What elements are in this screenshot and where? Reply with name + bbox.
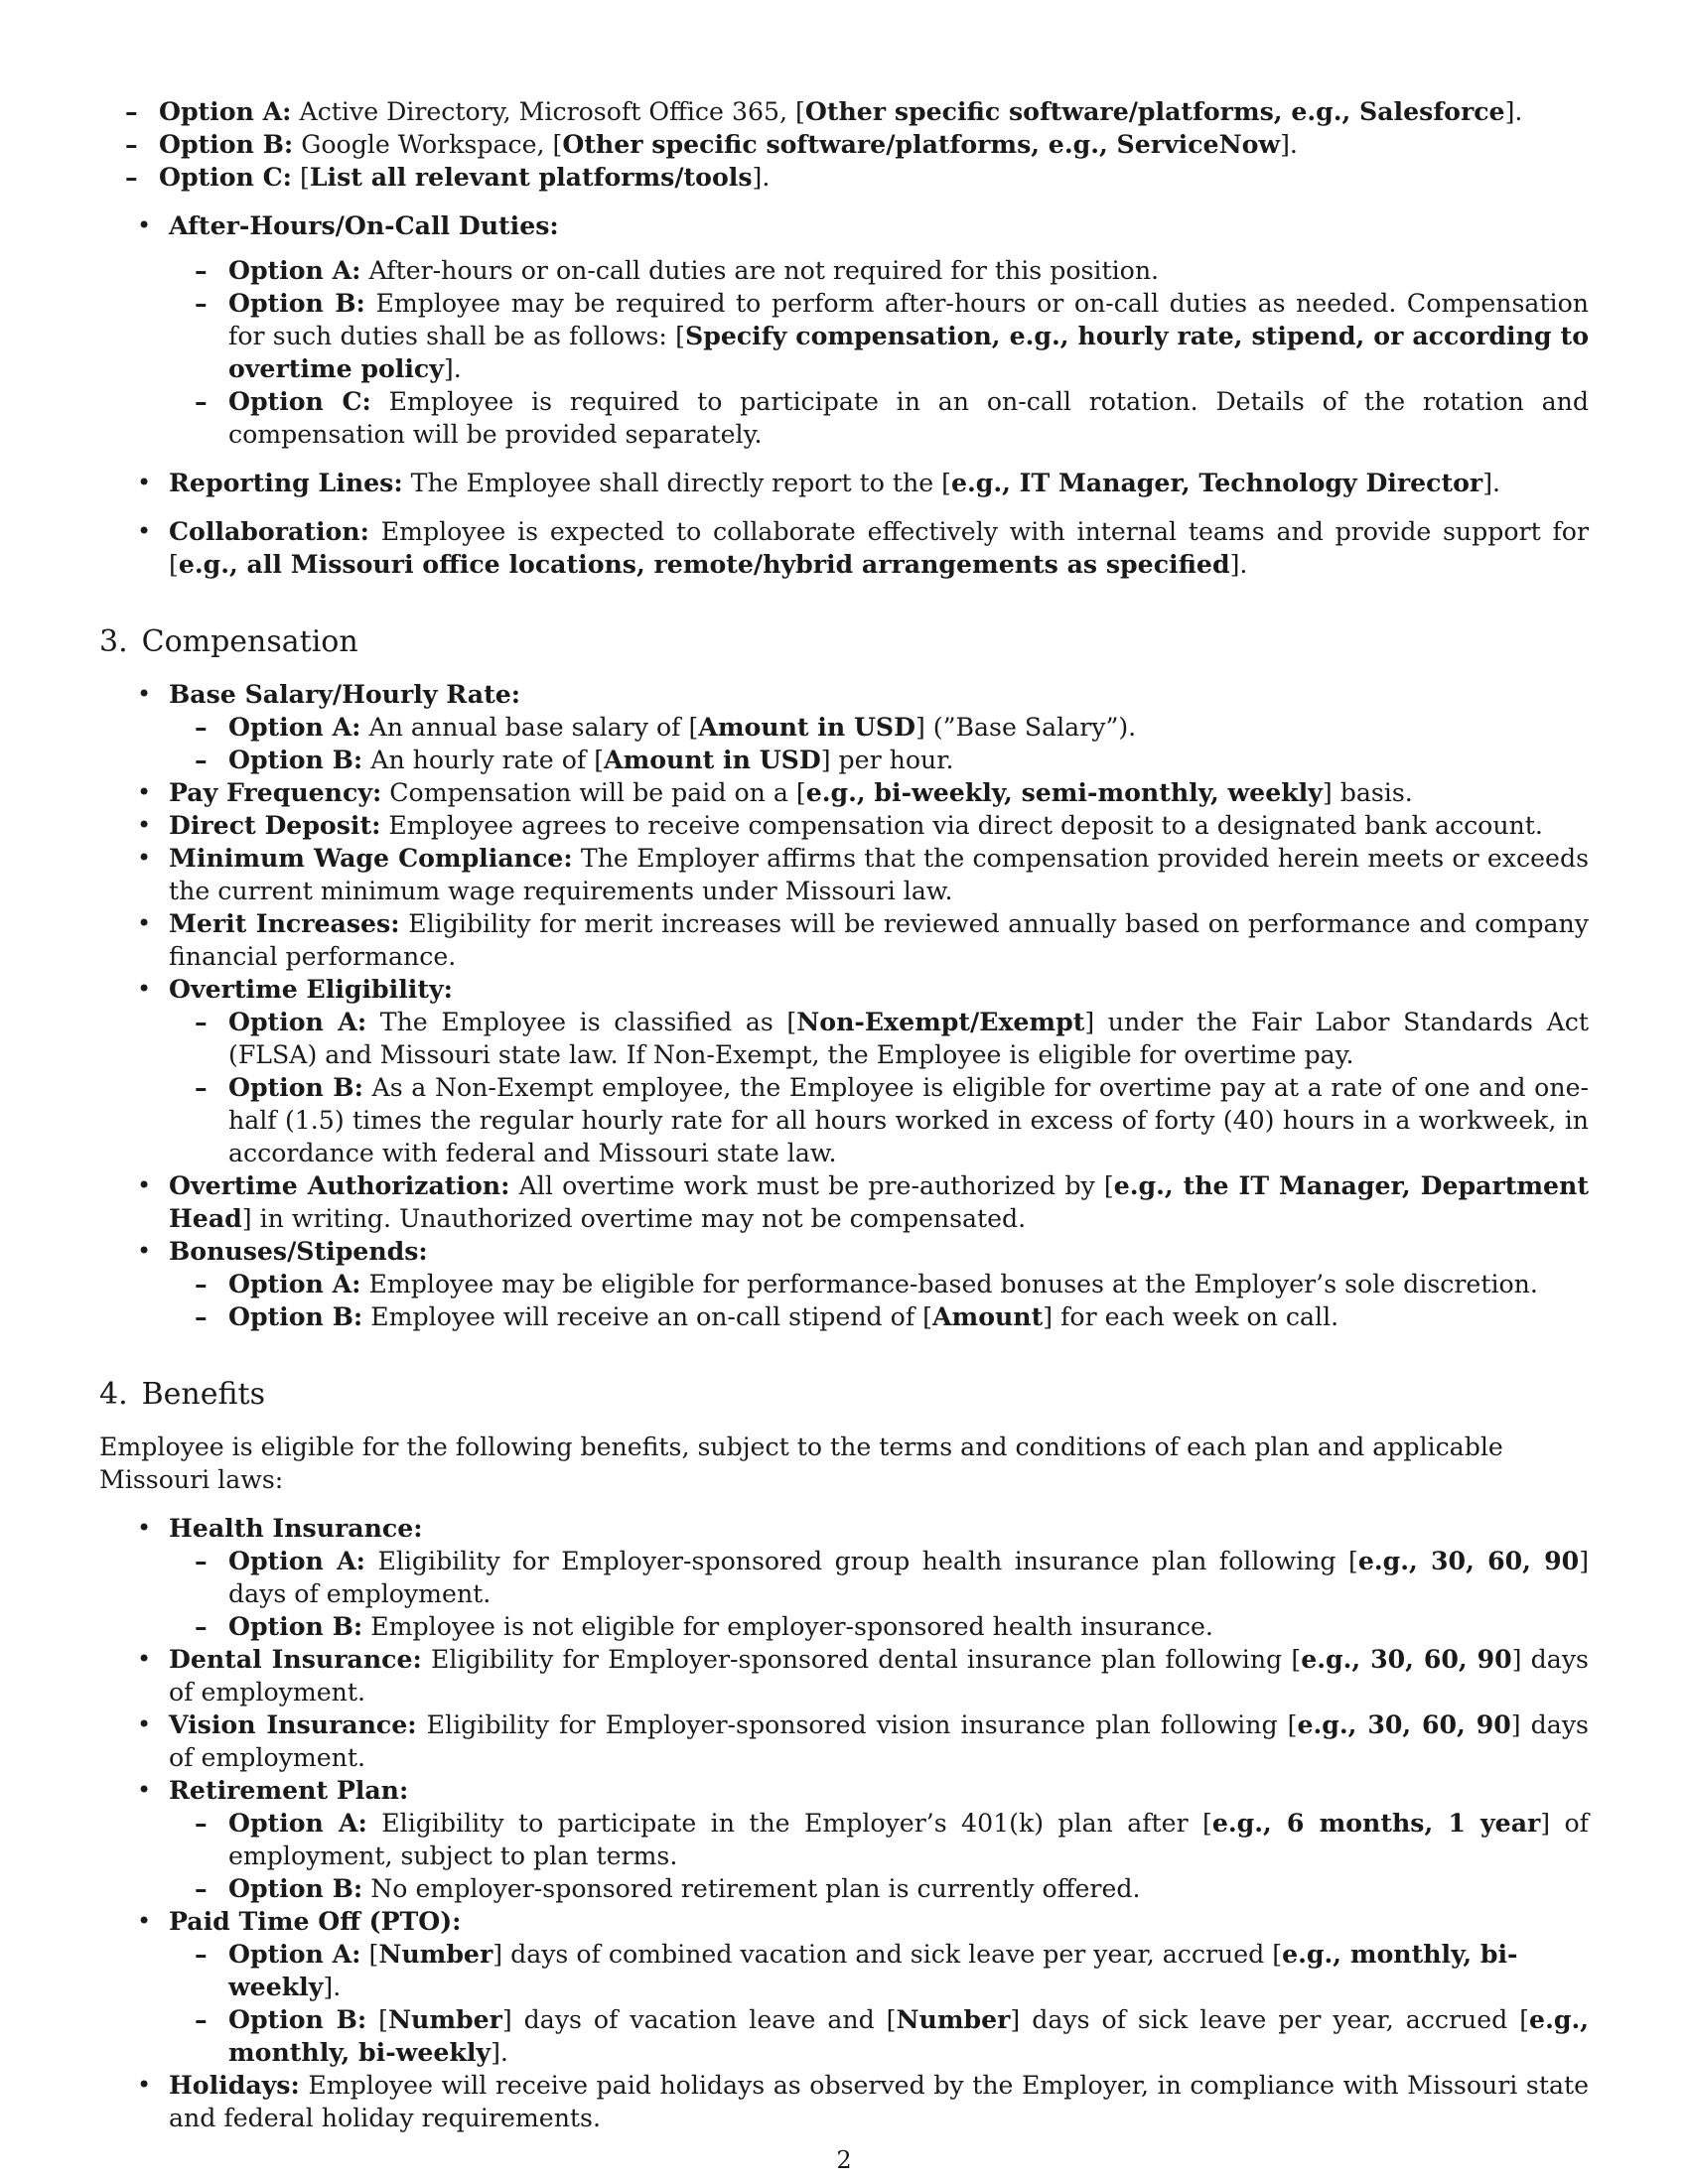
base-salary-option-b: – Option B: An hourly rate of [Amount in USD] per hour. bbox=[169, 744, 1589, 776]
software-option-c: – Option C: [List all relevant platforms/tools]. bbox=[99, 161, 1589, 194]
software-options-list bbox=[99, 95, 1589, 194]
health-insurance-item: • Health Insurance: – Option A: Eligibility for Employer-sponsored group health insurance plan following [e.g., 30, 60, 90] days of employment. – Option B: Employee is not eligible for employer-sponsored health insurance. bbox=[99, 1512, 1589, 1643]
base-salary-item: • Base Salary/Hourly Rate: – Option A: An annual base salary of [Amount in USD] (”Base Salary”). – Option B: An hourly rate of [Amount in USD] per hour. bbox=[99, 678, 1589, 776]
after-hours-item: • After-Hours/On-Call Duties: – Option A: After-hours or on-call duties are not required for this position. – Option B: Employee may be required to perform after-hours or on-call duties as needed. Compensation for such duties shall be as follows: [Specify compensation, e.g., hourly rate, stipend, or according to overtime policy]. – Option C: Employee is required to participate in an on-call rotation. Details of the rotation and compensation will be provided separately. bbox=[99, 209, 1589, 451]
bonuses-options bbox=[169, 1268, 1589, 1333]
section-4-heading: 4. Benefits bbox=[99, 1377, 265, 1412]
base-salary-option-a: – Option A: An annual base salary of [Amount in USD] (”Base Salary”). bbox=[169, 711, 1589, 744]
benefits-intro: Employee is eligible for the following benefits, subject to the terms and conditions of each plan and applicable Missouri laws: bbox=[99, 1433, 1503, 1494]
overtime-options bbox=[169, 1006, 1589, 1169]
reporting-lines-item: • Reporting Lines: The Employee shall directly report to the [e.g., IT Manager, Technology Director]. bbox=[99, 467, 1589, 499]
pto-option-a: – Option A: [Number] days of combined vacation and sick leave per year, accrued [e.g., monthly, bi-weekly]. bbox=[169, 1938, 1589, 2003]
bonuses-option-a: – Option A: Employee may be eligible for performance-based bonuses at the Employer’s sole discretion. bbox=[169, 1268, 1589, 1300]
compensation-list bbox=[99, 678, 1589, 1333]
duties-list bbox=[99, 209, 1589, 581]
retirement-option-b: – Option B: No employer-sponsored retirement plan is currently offered. bbox=[169, 1872, 1589, 1905]
bonuses-option-b: – Option B: Employee will receive an on-call stipend of [Amount] for each week on call. bbox=[169, 1300, 1589, 1333]
base-salary-options bbox=[169, 711, 1589, 776]
section-3-heading: 3. Compensation bbox=[99, 624, 358, 659]
overtime-option-b: – Option B: As a Non-Exempt employee, the Employee is eligible for overtime pay at a rate of one and one-half (1.5) times the regular hourly rate for all hours worked in excess of forty (40) hours in a workweek, in accordance with federal and Missouri state law. bbox=[169, 1071, 1589, 1169]
overtime-option-a: – Option A: The Employee is classified as [Non-Exempt/Exempt] under the Fair Labor Standards Act (FLSA) and Missouri state law. If Non-Exempt, the Employee is eligible for overtime pay. bbox=[169, 1006, 1589, 1071]
bonuses-item: • Bonuses/Stipends: – Option A: Employee may be eligible for performance-based bonuses at the Employer’s sole discretion. – Option B: Employee will receive an on-call stipend of [Amount] for each week on call. bbox=[99, 1235, 1589, 1333]
software-option-a: – Option A: Active Directory, Microsoft Office 365, [Other specific software/platforms, e.g., Salesforce]. bbox=[99, 95, 1589, 128]
health-option-a: – Option A: Eligibility for Employer-sponsored group health insurance plan following [e.g., 30, 60, 90] days of employment. bbox=[169, 1545, 1589, 1610]
vision-insurance-item: • Vision Insurance: Eligibility for Employer-sponsored vision insurance plan following [e.g., 30, 60, 90] days of employment. bbox=[99, 1708, 1589, 1774]
overtime-eligibility-item: • Overtime Eligibility: – Option A: The Employee is classified as [Non-Exempt/Exempt] under the Fair Labor Standards Act (FLSA) and Missouri state law. If Non-Exempt, the Employee is eligible for overtime pay. – Option B: As a Non-Exempt employee, the Employee is eligible for overtime pay at a rate of one and one-half (1.5) times the regular hourly rate for all hours worked in excess of forty (40) hours in a workweek, in accordance with federal and Missouri state law. bbox=[99, 973, 1589, 1169]
dental-insurance-item: • Dental Insurance: Eligibility for Employer-sponsored dental insurance plan following [e.g., 30, 60, 90] days of employment. bbox=[99, 1643, 1589, 1708]
benefits-list bbox=[99, 1512, 1589, 2134]
pto-option-b: – Option B: [Number] days of vacation leave and [Number] days of sick leave per year, accrued [e.g., monthly, bi-weekly]. bbox=[169, 2003, 1589, 2069]
overtime-authorization-item: • Overtime Authorization: All overtime work must be pre-authorized by [e.g., the IT Manager, Department Head] in writing. Unauthorized overtime may not be compensated. bbox=[99, 1169, 1589, 1235]
pto-options bbox=[169, 1938, 1589, 2069]
page-number: 2 bbox=[836, 2146, 852, 2174]
retirement-options bbox=[169, 1807, 1589, 1905]
merit-increases-item: • Merit Increases: Eligibility for merit increases will be reviewed annually based on performance and company financial performance. bbox=[99, 907, 1589, 973]
retirement-plan-item: • Retirement Plan: – Option A: Eligibility to participate in the Employer’s 401(k) plan after [e.g., 6 months, 1 year] of employment, subject to plan terms. – Option B: No employer-sponsored retirement plan is currently offered. bbox=[99, 1774, 1589, 1905]
pay-frequency-item: • Pay Frequency: Compensation will be paid on a [e.g., bi-weekly, semi-monthly, weekly] basis. bbox=[99, 776, 1589, 809]
pto-item: • Paid Time Off (PTO): – Option A: [Number] days of combined vacation and sick leave per year, accrued [e.g., monthly, bi-weekly]. – Option B: [Number] days of vacation leave and [Number] days of sick leave per year, accrued [e.g., monthly, bi-weekly]. bbox=[99, 1905, 1589, 2069]
minimum-wage-item: • Minimum Wage Compliance: The Employer affirms that the compensation provided herein meets or exceeds the current minimum wage requirements under Missouri law. bbox=[99, 842, 1589, 907]
collaboration-item: • Collaboration: Employee is expected to collaborate effectively with internal teams and provide support for [e.g., all Missouri office locations, remote/hybrid arrangements as specified]. bbox=[99, 515, 1589, 581]
after-hours-options bbox=[169, 254, 1589, 451]
health-option-b: – Option B: Employee is not eligible for employer-sponsored health insurance. bbox=[169, 1610, 1589, 1643]
holidays-item: • Holidays: Employee will receive paid holidays as observed by the Employer, in compliance with Missouri state and federal holiday requirements. bbox=[99, 2069, 1589, 2134]
after-hours-option-c: – Option C: Employee is required to participate in an on-call rotation. Details of the rotation and compensation will be provided separately. bbox=[169, 385, 1589, 451]
health-options bbox=[169, 1545, 1589, 1643]
software-option-b: – Option B: Google Workspace, [Other specific software/platforms, e.g., ServiceNow]. bbox=[99, 128, 1589, 161]
after-hours-option-a: – Option A: After-hours or on-call duties are not required for this position. bbox=[169, 254, 1589, 287]
direct-deposit-item: • Direct Deposit: Employee agrees to receive compensation via direct deposit to a designated bank account. bbox=[99, 809, 1589, 842]
retirement-option-a: – Option A: Eligibility to participate in the Employer’s 401(k) plan after [e.g., 6 months, 1 year] of employment, subject to plan terms. bbox=[169, 1807, 1589, 1872]
after-hours-option-b: – Option B: Employee may be required to perform after-hours or on-call duties as needed. Compensation for such duties shall be as follows: [Specify compensation, e.g., hourly rate, stipend, or according to overtime policy]. bbox=[169, 287, 1589, 385]
